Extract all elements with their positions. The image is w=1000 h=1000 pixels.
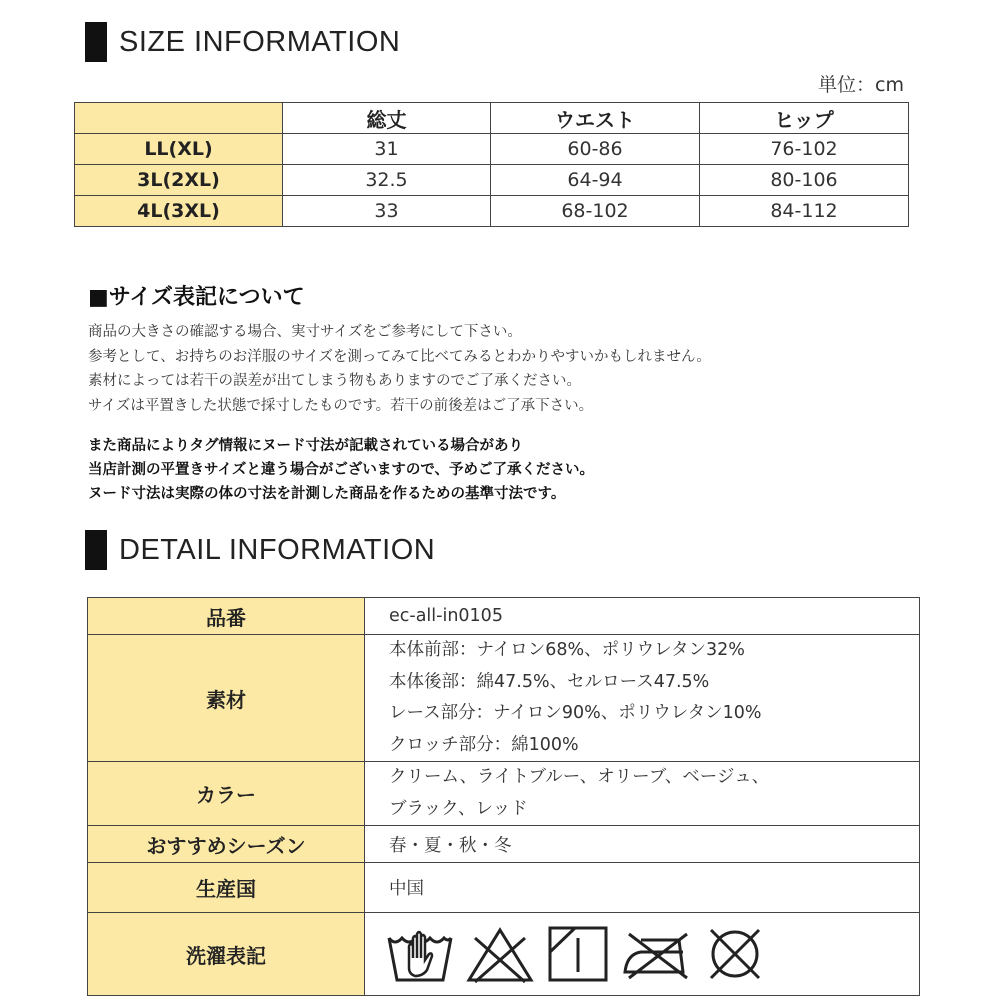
detail-row-color <box>88 762 920 826</box>
title-marker <box>85 22 107 62</box>
waist-value: 68-102 <box>491 196 700 227</box>
waist-value: 64-94 <box>491 165 700 196</box>
waist-value: 60-86 <box>491 134 700 165</box>
size-label: 3L(2XL) <box>75 165 283 196</box>
hand-wash-icon <box>385 924 455 984</box>
season-value: 春・夏・秋・冬 <box>365 826 920 863</box>
do-not-bleach-icon <box>465 924 535 984</box>
size-section-title-text: SIZE INFORMATION <box>119 25 401 58</box>
detail-section-title-text: DETAIL INFORMATION <box>119 533 436 566</box>
length-value: 33 <box>283 196 491 227</box>
title-marker <box>85 530 107 570</box>
season-label: おすすめシーズン <box>88 826 365 863</box>
bold-note-line: 当店計測の平置きサイズと違う場合がございますので、予めご了承ください。 <box>88 462 595 478</box>
bold-note-line: また商品によりタグ情報にヌード寸法が記載されている場合があり <box>88 438 523 454</box>
color-line: クリーム、ライトブルー、オリーブ、ベージュ、 <box>389 767 770 787</box>
hip-value: 84-112 <box>700 196 909 227</box>
note-line: 素材によっては若干の誤差が出てしまう物もありますのでご了承ください。 <box>88 373 581 389</box>
size-section-title <box>85 22 400 62</box>
care-value <box>365 913 920 996</box>
size-label: 4L(3XL) <box>75 196 283 227</box>
material-label: 素材 <box>88 635 365 762</box>
size-table <box>74 102 909 227</box>
note-line: 参考として、お持ちのお洋服のサイズを測ってみて比べてみるとわかりやすいかもしれません。 <box>88 348 711 365</box>
material-line: クロッチ部分：綿100% <box>389 734 579 755</box>
size-table-corner <box>75 103 283 134</box>
hip-value: 80-106 <box>700 165 909 196</box>
drip-dry-shade-icon <box>545 924 611 984</box>
detail-row-material <box>88 635 920 762</box>
origin-value: 中国 <box>365 863 920 913</box>
size-table-header <box>75 103 909 134</box>
table-row <box>75 165 909 196</box>
origin-label: 生産国 <box>88 863 365 913</box>
color-label: カラー <box>88 762 365 826</box>
detail-row-care <box>88 913 920 996</box>
table-row <box>75 196 909 227</box>
material-line: レース部分：ナイロン90%、ポリウレタン10% <box>389 703 762 723</box>
material-line: 本体後部：綿47.5%、セルロース47.5% <box>389 671 710 692</box>
detail-row-season <box>88 826 920 863</box>
about-size-heading: ■サイズ表記について <box>88 285 305 310</box>
length-value: 32.5 <box>283 165 491 196</box>
about-size-notes <box>88 320 711 418</box>
bold-note-line: ヌード寸法は実際の体の寸法を計測した商品を作るための基準寸法です。 <box>88 486 566 502</box>
detail-row-item-no <box>88 598 920 635</box>
detail-table <box>87 597 920 996</box>
size-label: LL(XL) <box>75 134 283 165</box>
table-row <box>75 134 909 165</box>
material-value <box>365 635 920 762</box>
detail-section-title <box>85 530 435 570</box>
item-no-value: ec-all-in0105 <box>365 598 920 635</box>
care-label: 洗濯表記 <box>88 913 365 996</box>
hip-value: 76-102 <box>700 134 909 165</box>
note-line: サイズは平置きした状態で採寸したものです。若干の前後差はご了承下さい。 <box>88 397 594 414</box>
length-value: 31 <box>283 134 491 165</box>
care-icons <box>385 924 919 984</box>
unit-label: 単位：cm <box>818 74 904 96</box>
column-header-hip: ヒップ <box>700 103 909 134</box>
column-header-length: 総丈 <box>283 103 491 134</box>
detail-row-origin <box>88 863 920 913</box>
material-line: 本体前部：ナイロン68%、ポリウレタン32% <box>389 640 745 660</box>
color-value <box>365 762 920 826</box>
column-header-waist: ウエスト <box>491 103 700 134</box>
nude-size-notes <box>88 434 594 506</box>
item-no-label: 品番 <box>88 598 365 635</box>
note-line: 商品の大きさの確認する場合、実寸サイズをご参考にして下さい。 <box>88 324 522 340</box>
do-not-dry-clean-icon <box>703 924 767 984</box>
do-not-iron-icon <box>621 924 693 984</box>
color-line: ブラック、レッド <box>389 798 528 819</box>
